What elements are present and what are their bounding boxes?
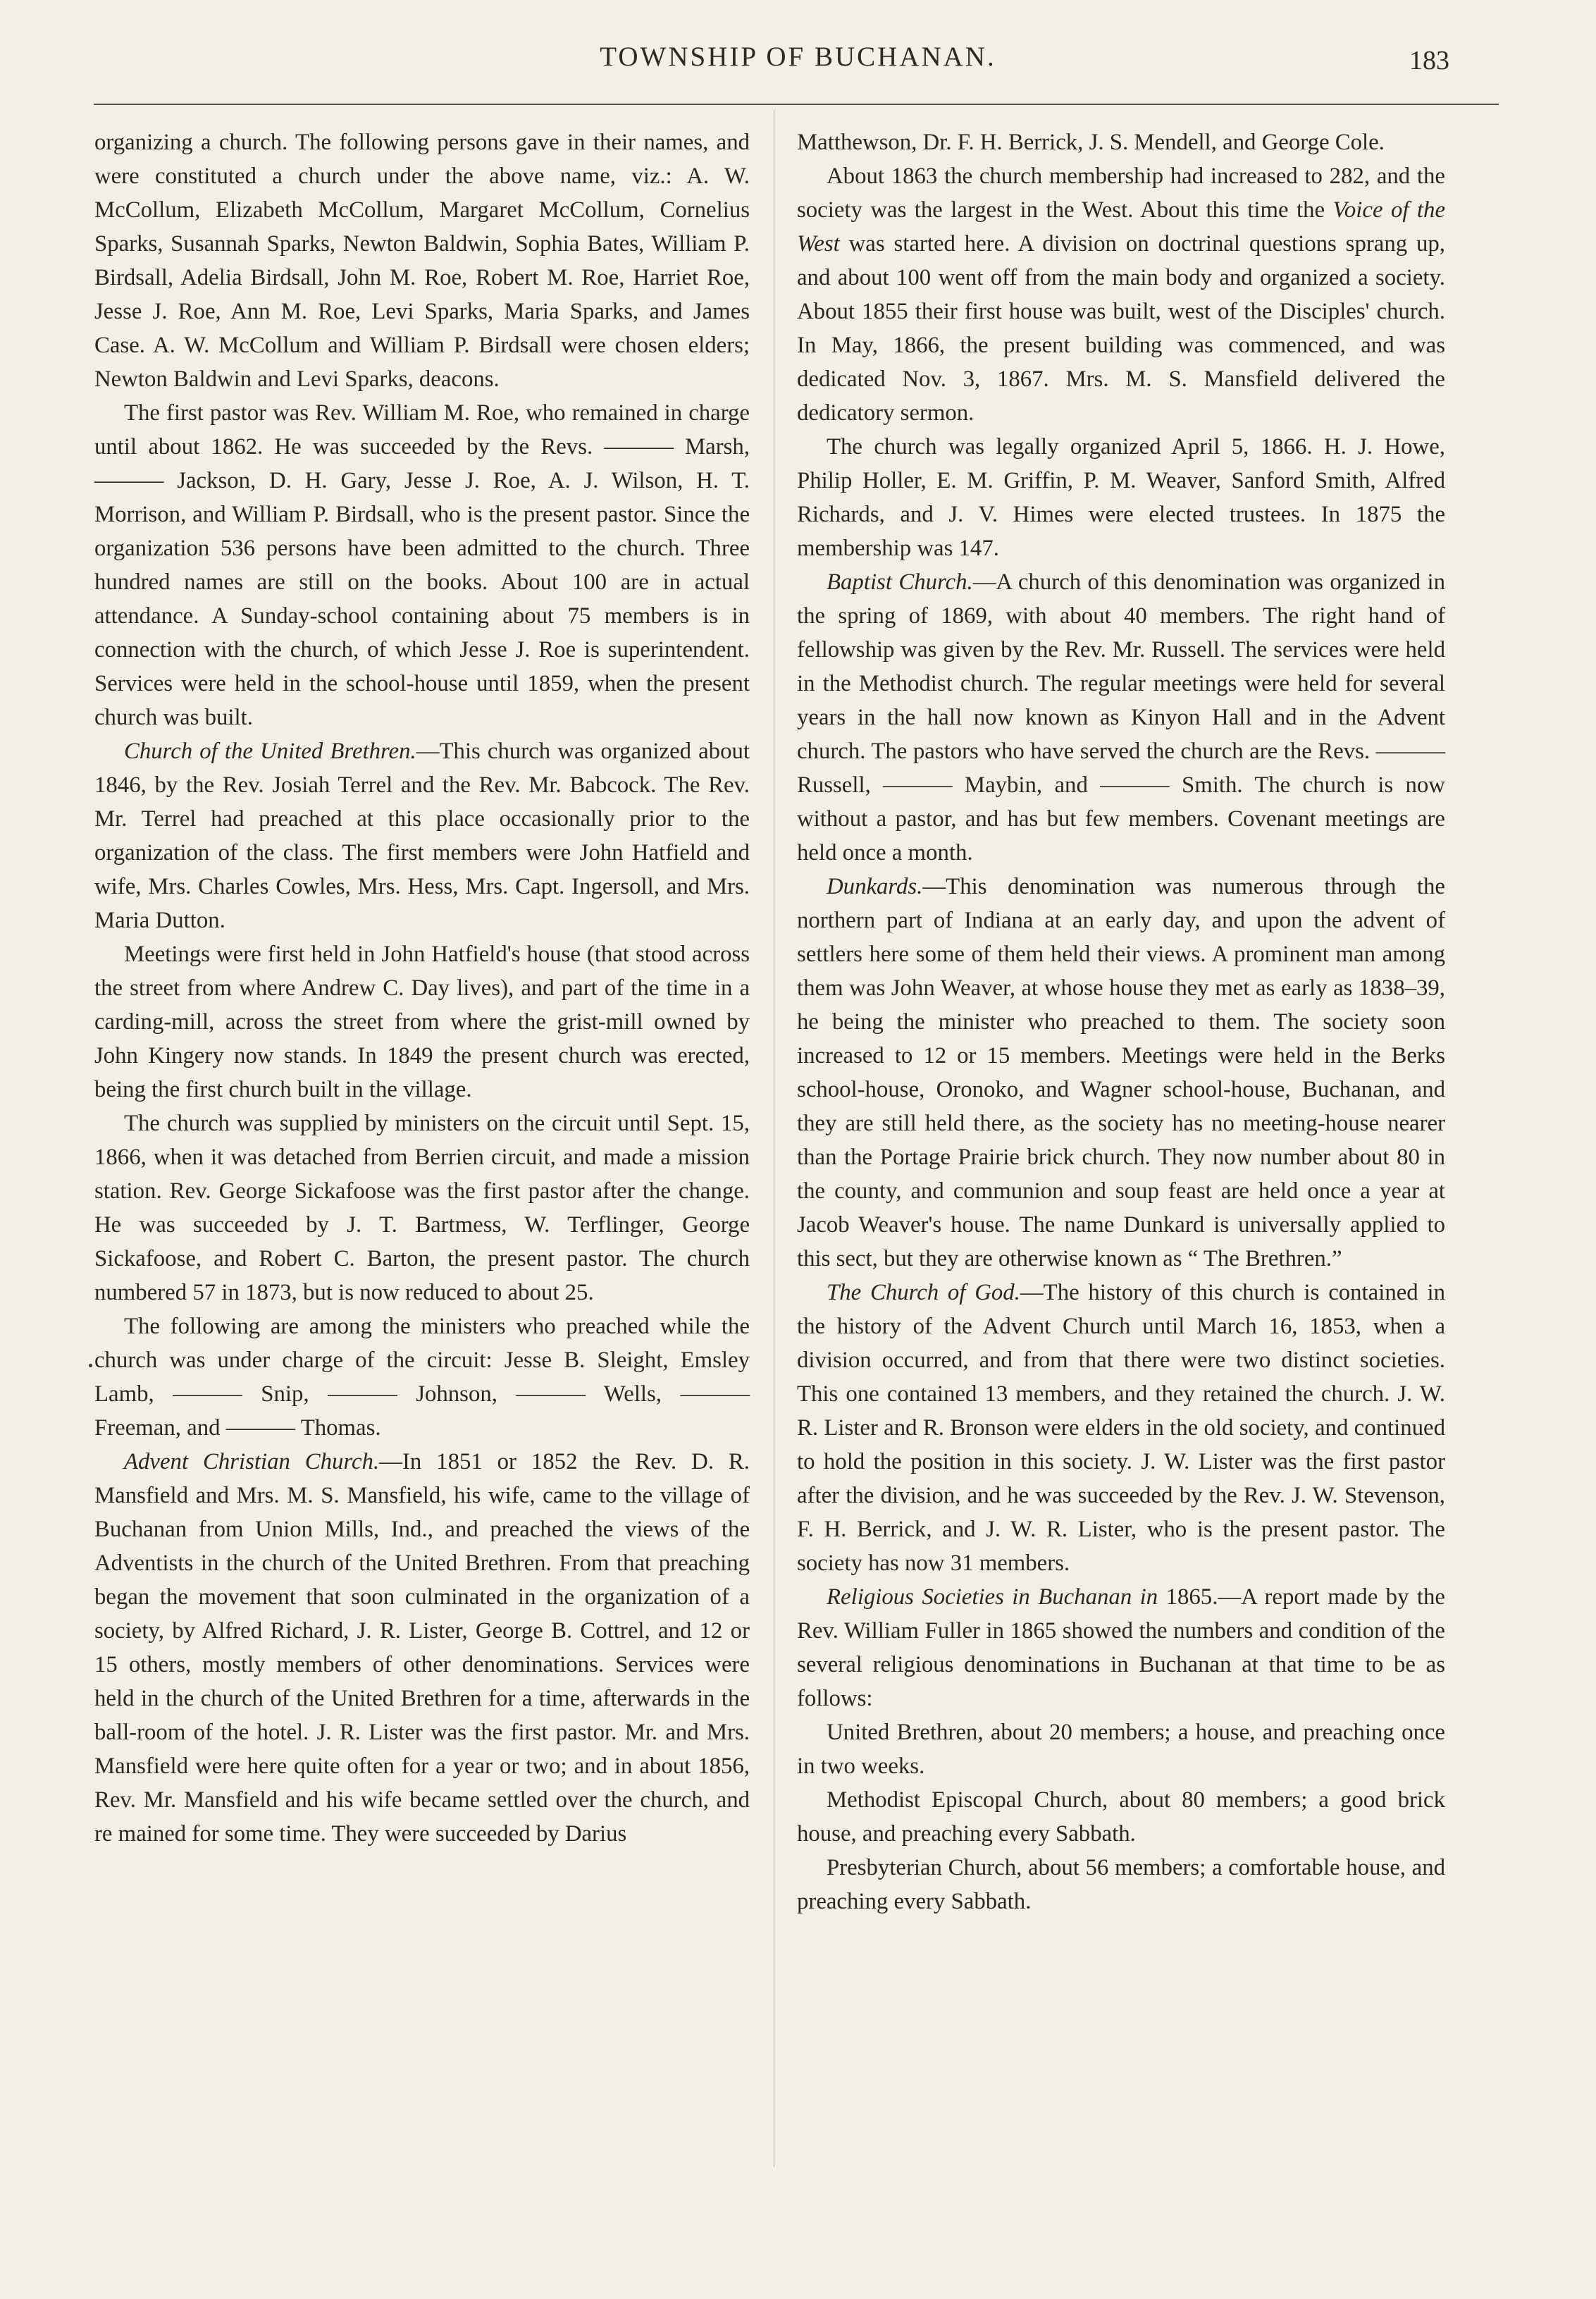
paragraph: Matthewson, Dr. F. H. Berrick, J. S. Mendell, and George Cole. [797, 130, 1385, 155]
paragraph-body: —This church was organized about 1846, by the Rev. Josiah Terrel and the Rev. Mr. Babcock. The Rev. Mr. Terrel had preached at this place occasionally prior to the organization of the class. The first members were John Hatfield and wife, Mrs. Charles Cowles, Mrs. Hess, Mrs. Capt. Ingersoll, and Mrs. Maria Dutton. [94, 739, 750, 933]
paragraph [797, 565, 1445, 870]
paragraph-body: was started here. A division on doctrinal questions sprang up, and about 100 went off from the main body and organized a society. About 1855 their first house was built, west of the Disciples' church. In May, 1866, the present building was commenced, and was dedicated Nov. 3, 1867. Mrs. M. S. Mansfield delivered the dedicatory sermon. [797, 231, 1445, 426]
paragraph: Meetings were first held in John Hatfield's house (that stood across the street from where Andrew C. Day lives), and part of the time in a carding-mill, across the street from where the grist-mill owned by John Kingery now stands. In 1849 the present church was erected, being the first church built in the village. [94, 942, 750, 1102]
paragraph: United Brethren, about 20 members; a house, and preaching once in two weeks. [797, 1720, 1445, 1779]
ink-spot [89, 1364, 92, 1367]
header-rule [94, 104, 1499, 105]
paragraph: Presbyterian Church, about 56 members; a comfortable house, and preaching every Sabbath. [797, 1855, 1445, 1914]
paragraph [797, 1580, 1445, 1715]
running-title: TOWNSHIP OF BUCHANAN. [600, 42, 996, 72]
paragraph: The following are among the ministers who preached while the church was under charge of the circuit: Jesse B. Sleight, Emsley Lamb, ——— Snip, ——— Johnson, ——— Wells, ——— Freeman, and ——— Thomas. [94, 1314, 750, 1441]
paragraph-body: —This denomination was numerous through the northern part of Indiana at an early day, and upon the advent of settlers here some of them held their views. A prominent man among them was John Weaver, at whose house they met as early as 1838–39, he being the minister who preached to them. The society soon increased to 12 or 15 members. Meetings were held in the Berks school-house, Oronoko, and Wagner school-house, Buchanan, and they are still held there, as the society has no meeting-house nearer than the Portage Prairie brick church. They now number about 80 in the county, and communion and soup feast are held once a year at Jacob Weaver's house. The name Dunkard is universally applied to this sect, but they are otherwise known as “ The Brethren.” [797, 874, 1445, 1271]
paragraph [94, 1445, 750, 1851]
left-column [94, 125, 750, 1851]
section-heading: Advent Christian Church. [124, 1449, 380, 1474]
paragraph: The first pastor was Rev. William M. Roe, who remained in charge until about 1862. He was succeeded by the Revs. ——— Marsh, ——— Jackson, D. H. Gary, Jesse J. Roe, A. J. Wilson, H. T. Morrison, and William P. Birdsall, who is the present pastor. Since the organization 536 persons have been admitted to the church. Three hundred names are still on the books. About 100 are in actual attendance. A Sunday-school containing about 75 members is in connection with the church, of which Jesse J. Roe is superintendent. Services were held in the school-house until 1859, when the present church was built. [94, 400, 750, 730]
section-heading: Baptist Church. [827, 569, 973, 595]
paragraph-body: —The history of this church is contained in the history of the Advent Church until March 16, 1853, when a division occurred, and from that there were two distinct societies. This one contained 13 members, and they retained the church. J. W. R. Lister and R. Bronson were elders in the old society, and continued to hold the position in this society. J. W. Lister was the first pastor after the division, and he was succeeded by the Rev. J. W. Stevenson, F. H. Berrick, and J. W. R. Lister, who is the present pastor. The society has now 31 members. [797, 1280, 1445, 1576]
paragraph-body: —A church of this denomination was organized in the spring of 1869, with about 40 members. The right hand of fellowship was given by the Rev. Mr. Russell. The services were held in the Methodist church. The regular meetings were held for several years in the hall now known as Kinyon Hall and in the Advent church. The pastors who have served the church are the Revs. ——— Russell, ——— Maybin, and ——— Smith. The church is now without a pastor, and has but few members. Covenant meetings are held once a month. [797, 569, 1445, 865]
paragraph-body: 1865.—A report made by the Rev. William Fuller in 1865 showed the numbers and condition of the several religious denominations in Buchanan at that time to be as follows: [797, 1584, 1445, 1711]
paragraph [94, 734, 750, 937]
page-number: 183 [1409, 46, 1449, 75]
section-heading: Religious Societies in Buchanan in [827, 1584, 1158, 1610]
paragraph [797, 159, 1445, 430]
paragraph-body: —In 1851 or 1852 the Rev. D. R. Mansfield and Mrs. M. S. Mansfield, his wife, came to the village of Buchanan from Union Mills, Ind., and preached the views of the Adventists in the church of the United Brethren. From that preaching began the movement that soon culminated in the organization of a society, by Alfred Richard, J. R. Lister, George B. Cottrel, and 12 or 15 others, mostly members of other denominations. Services were held in the church of the United Brethren for a time, afterwards in the ball-room of the hotel. J. R. Lister was the first pastor. Mr. and Mrs. Mansfield were here quite often for a year or two; and in about 1856, Rev. Mr. Mansfield and his wife became settled over the church, and re mained for some time. They were succeeded by Darius [94, 1449, 750, 1847]
right-column [797, 125, 1445, 1918]
paragraph [797, 870, 1445, 1276]
paragraph [797, 1276, 1445, 1580]
paragraph: The church was supplied by ministers on the circuit until Sept. 15, 1866, when it was detached from Berrien circuit, and made a mission station. Rev. George Sickafoose was the first pastor after the change. He was succeeded by J. T. Bartmess, W. Terflinger, George Sickafoose, and Robert C. Barton, the present pastor. The church numbered 57 in 1873, but is now reduced to about 25. [94, 1111, 750, 1305]
newspaper-title: Voice of the West [797, 197, 1445, 257]
paragraph: Methodist Episcopal Church, about 80 members; a good brick house, and preaching every Sabbath. [797, 1787, 1445, 1847]
section-heading: Dunkards. [827, 874, 923, 899]
paragraph: The church was legally organized April 5, 1866. H. J. Howe, Philip Holler, E. M. Griffin, P. M. Weaver, Sanford Smith, Alfred Richards, and J. V. Himes were elected trustees. In 1875 the membership was 147. [797, 434, 1445, 561]
paragraph-body: About 1863 the church membership had increased to 282, and the society was the largest in the West. About this time the [797, 164, 1445, 223]
section-heading: Church of the United Brethren. [124, 739, 416, 764]
page-header [0, 41, 1596, 83]
section-heading: The Church of God. [827, 1280, 1020, 1305]
paragraph: organizing a church. The following persons gave in their names, and were constituted a church under the above name, viz.: A. W. McCollum, Elizabeth McCollum, Margaret McCollum, Cornelius Sparks, Susannah Sparks, Newton Baldwin, Sophia Bates, William P. Birdsall, Adelia Birdsall, John M. Roe, Robert M. Roe, Harriet Roe, Jesse J. Roe, Ann M. Roe, Levi Sparks, Maria Sparks, and James Case. A. W. McCollum and William P. Birdsall were chosen elders; Newton Baldwin and Levi Sparks, deacons. [94, 130, 750, 392]
